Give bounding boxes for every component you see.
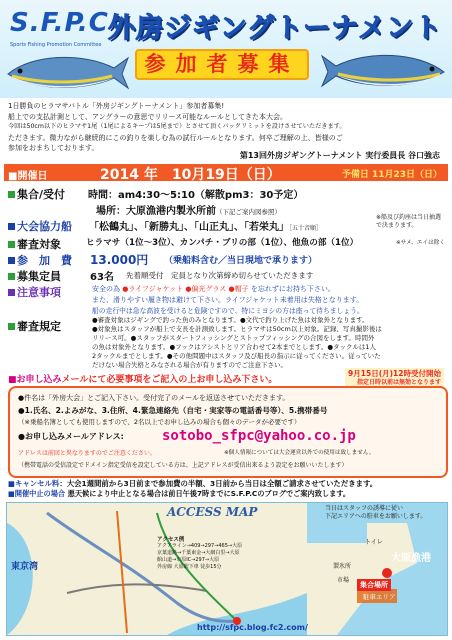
caution-line-2: また、滑りやすい履き物は避けて下さい。ライフジャケット未着用は失格となります。	[92, 296, 364, 304]
route-list	[157, 543, 242, 571]
map-parking-note: 当日はスタッフの誘導に従い 下記エリアへの駐車をお願いします。	[325, 505, 427, 520]
target-label: 審査対象	[17, 238, 61, 251]
fee-section	[8, 252, 72, 268]
sfpc-logo	[6, 8, 109, 48]
email-address[interactable]: sotobo_sfpc@yahoo.co.jp	[162, 428, 356, 444]
apply-box	[8, 386, 448, 478]
access-map	[6, 502, 448, 636]
mobile-note: （携帯電話の受信設定でドメイン指定受信を設定している方は、上記アドレスが受信出来るよう設定をお願いいたします）	[18, 462, 348, 469]
route-item: 外房線 大原駅下車 徒歩15分	[157, 564, 222, 570]
rules-label: 審査規定	[17, 320, 61, 333]
boats-label: 大会協力船	[17, 220, 72, 233]
target-section	[8, 236, 61, 252]
route-item: 館山道→市原IC→297→大原	[157, 557, 220, 563]
map-parking-label: 駐車エリア	[363, 593, 396, 601]
boats-section	[8, 218, 72, 234]
map-toilet-label: トイレ	[365, 539, 383, 546]
fee-label: 参 加 費	[17, 254, 72, 267]
route-item: 京葉道路→千葉東金→大網白里→大原	[157, 550, 240, 556]
gathering-time: 時間：am4:30〜5:10（解散pm3：30予定）	[88, 190, 304, 201]
map-icemaker-label: 製氷所	[333, 563, 352, 570]
target-note: ※サメ、エイは除く	[396, 240, 445, 246]
capacity-note: 先着順受付 定員となり次第締め切らせていただきます	[126, 271, 314, 280]
rules-line: 2タックルまでとします。●その他問題中はスタッフ及び船長の指示に従ってください。従っていた	[92, 352, 381, 360]
route-heading: アクセス例	[157, 537, 185, 543]
map-market-label: 市場	[337, 577, 350, 584]
apply-title: ■お申し込みメールにて必要事項をご記入の上お申し込み下さい。	[8, 375, 278, 385]
gathering-section	[8, 186, 65, 202]
apply-line: ●1.氏名、2.よみがな、3.住所、4.緊急連絡先（自宅・実家等の電話番号等）、5.携帯番号	[18, 406, 328, 415]
rules-line: の魚は対象外となります。●フックはアシストとリア合わせて2本までとします。●タックルは1人	[92, 343, 376, 351]
intro-line: 船上での支払計測として、アングラーの意思でリリース可能なルールとしてきた本大会。	[8, 112, 287, 121]
rules-line: だけない場合失格とみなされる場合が有りますのでご注意下さい。	[92, 361, 287, 369]
caution-label: 注意事項	[17, 286, 61, 299]
header	[0, 0, 452, 98]
apply-line: （※乗船名簿としても使用しますので、2名以上でお申し込みの場合も個々のデータが必要です）	[18, 418, 301, 426]
email-label: ●お申し込みメールアドレス:	[18, 432, 124, 441]
rules-section	[8, 318, 61, 334]
rules-line: ●対象魚はスタッフが船上で支長を計測致します。ヒラマサは50cm以上対象。記録、写真撮影後は	[92, 325, 382, 333]
boats-note: ※船及び釣座は当日抽選で決まります。	[376, 214, 442, 229]
boats-names: 「松鶴丸」、「新勝丸」、「山正丸」、「若栄丸」［五十音順］	[89, 222, 323, 233]
event-date: 2014 年 10月19日（日）	[100, 167, 281, 183]
map-title: ACCESS MAP	[167, 505, 258, 519]
cancel-weather: ■開催中止の場合 悪天候により中止となる場合は前日午後7時までにS.F.P.Cのブログでご案内致します。	[8, 489, 351, 498]
left-fish-illustration	[2, 48, 130, 96]
caution-line-3: 船の走行中は急な高波を受けると危険ですので、特にミヨシの方は座って待ちましょう。	[92, 307, 364, 315]
cancel-policy: ■キャンセル料：大会1週間前から3日前まで参加費の半額、3日前から当日は全額ご請求させていただきます。	[8, 479, 378, 488]
logo-subtitle: Sports Fishing Promotion Committee	[10, 42, 102, 48]
blog-url[interactable]: http://sfpc.blog.fc2.com/	[197, 623, 308, 632]
privacy-left: アドレスは前回と異なりますのでご注意ください。	[18, 450, 156, 457]
recruit-banner: 参加者募集	[135, 49, 309, 80]
fee-value: 13.000円	[90, 253, 149, 267]
gathering-label: 集合/受付	[17, 188, 66, 201]
intro-line: 1日勝負のヒラマサバトル「外房ジギングトーナメント」参加者募集!	[8, 102, 225, 110]
caution-line-1: 安全の為 ●ライフジャケット ●偏光グラス ●帽子 を忘れずにお持ち下さい。	[92, 285, 335, 293]
route-item: アクアライン→409→297→465→大原	[157, 543, 243, 549]
right-fish-illustration	[318, 46, 450, 96]
map-sea-label: 東京湾	[11, 562, 39, 572]
rules-text	[92, 316, 448, 370]
capacity-label: 募集定員	[17, 270, 61, 283]
rules-line: リリース可。●スタッフがスタートフィッシングとストップフィッシングの合図をします。時間外	[92, 334, 375, 342]
signature: 第13回外房ジギングトーナメント 実行委員長 谷口強志	[239, 151, 440, 160]
capacity-section	[8, 268, 61, 284]
logo-text: S.F.P.C	[10, 8, 109, 38]
capacity-value: 63名	[90, 272, 114, 283]
gathering-place: 場所：大原漁港内製氷所前（下記ご案内図参照）	[96, 206, 281, 217]
intro-line: 今回は50cm以下のヒラマサ1尾（1尾によるキープは5尾まで）とさせて頂くバックリミットを設けさせていただきます。	[8, 123, 346, 130]
target-value: ヒラマサ（1位〜3位）、カンパチ・ブリの部（1位）、他魚の部（1位）	[86, 238, 359, 248]
caution-section	[8, 284, 61, 300]
map-port-label: 大原漁港	[391, 553, 431, 564]
apply-deadline: 9月15日(月)12時受付開始 指定日時以前は無効となります	[345, 368, 444, 388]
privacy-right: ※個人情報については大会運営以外での使用は致しません。	[224, 450, 375, 456]
date-label: ■開催日	[8, 171, 48, 182]
apply-line: ●件名は「外房大会」とご記入下さい。受付完了のメールを返送させていただきます。	[18, 394, 290, 402]
intro-line: ただきます。微力ながら継続的にこの釣りを楽しむ為の試行ルールとなります。何卒ご理解の上、皆様のご	[8, 133, 343, 142]
date-bar	[4, 164, 448, 181]
map-gather-label: 集合場所	[357, 579, 391, 591]
rules-line: ●審査対象はジギングで釣った魚のみとなります。●文代で釣り上げた魚は対象外となります。	[92, 316, 369, 324]
fee-note: （乗船料含む／当日現地で承ります）	[164, 256, 318, 266]
page-title: 外房ジギングトーナメント	[108, 13, 443, 44]
intro-text	[8, 101, 446, 154]
intro-line: 参加をおまちしております。	[8, 144, 99, 152]
reserve-date: 予備日 11月23日（日）	[341, 170, 442, 180]
